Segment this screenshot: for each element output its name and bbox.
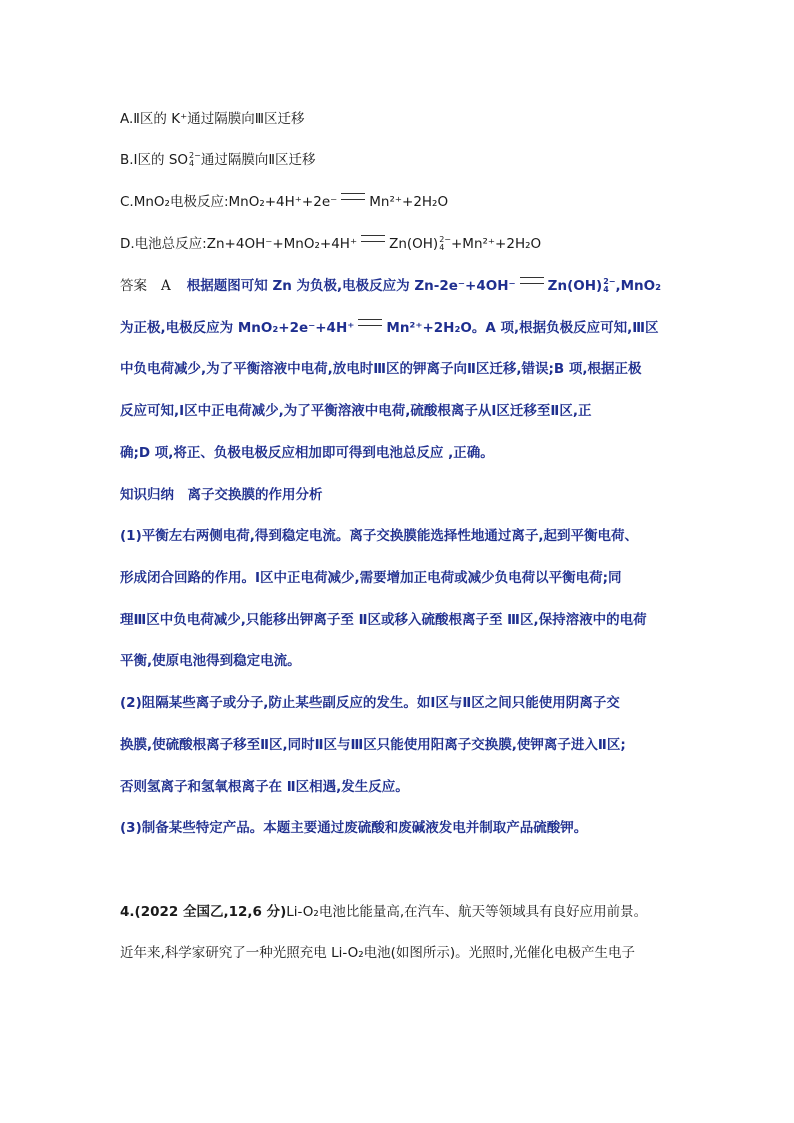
option-a: A.Ⅱ区的 K⁺通过隔膜向Ⅲ区迁移 [120, 111, 305, 127]
question-4-text: Li-O₂电池比能量高,在汽车、航天等领域具有良好应用前景。 [286, 904, 648, 920]
answer-line-4: 反应可知,Ⅰ区中正电荷减少,为了平衡溶液中电荷,硫酸根离子从Ⅰ区迁移至Ⅱ区,正 [120, 403, 592, 419]
answer-l1-post: ,MnO₂ [615, 278, 662, 294]
zincate-sup: 2− [439, 235, 451, 244]
answer-line-5: 确;D 项,将正、负极电极反应相加即可得到电池总反应 ,正确。 [120, 445, 494, 461]
option-c-text-pre: C.MnO₂电极反应:MnO₂+4H⁺+2e⁻ [120, 194, 338, 210]
knowledge-p1-l4: 平衡,使原电池得到稳定电流。 [120, 653, 301, 669]
knowledge-heading: 知识归纳 离子交换膜的作用分析 [120, 487, 323, 503]
equals-sign [358, 319, 382, 326]
knowledge-p1-l2: 形成闭合回路的作用。Ⅰ区中正电荷减少,需要增加正电荷或减少负电荷以平衡电荷;同 [120, 570, 622, 586]
answer-l2-post: Mn²⁺+2H₂O。A 项,根据负极反应可知,Ⅲ区 [386, 320, 659, 336]
zincate-sub: 4 [439, 243, 445, 252]
option-b-text-post: 通过隔膜向Ⅱ区迁移 [200, 152, 316, 168]
sulfate-charge [189, 152, 201, 168]
answer-tag: 答案 [120, 278, 147, 294]
option-d-text-pre: D.电池总反应:Zn+4OH⁻+MnO₂+4H⁺ [120, 236, 358, 252]
sulfate-sup: 2− [189, 151, 201, 160]
zincate-sup: 2− [603, 277, 616, 286]
zincate-sub: 4 [603, 285, 609, 294]
answer-l2-pre: 为正极,电极反应为 MnO₂+2e⁻+4H⁺ [120, 320, 355, 336]
option-b [120, 151, 680, 169]
equals-sign [520, 277, 544, 284]
zincate-charge-answer [603, 278, 615, 294]
knowledge-p1-l3: 理Ⅲ区中负电荷减少,只能移出钾离子至 Ⅱ区或移入硫酸根离子至 Ⅲ区,保持溶液中的电荷 [120, 612, 647, 628]
answer-line-3: 中负电荷减少,为了平衡溶液中电荷,放电时Ⅲ区的钾离子向Ⅱ区迁移,错误;B 项,根据正极 [120, 361, 642, 377]
option-c [120, 193, 680, 211]
option-d-text-post: +Mn²⁺+2H₂O [451, 236, 542, 252]
zincate-charge [439, 236, 451, 252]
question-4-line-1 [120, 903, 680, 921]
equals-sign [361, 235, 385, 242]
question-4-source: 4.(2022 全国乙,12,6 分) [120, 904, 287, 920]
answer-l1-pre: 根据题图可知 Zn 为负极,电极反应为 Zn-2e⁻+4OH⁻ [186, 278, 516, 294]
answer-line-1 [120, 277, 680, 295]
option-d-text-mid: Zn(OH) [389, 236, 439, 252]
knowledge-p1-l1: (1)平衡左右两侧电荷,得到稳定电流。离子交换膜能选择性地通过离子,起到平衡电荷、 [120, 528, 638, 544]
question-4-line-2: 近年来,科学家研究了一种光照充电 Li-O₂电池(如图所示)。光照时,光催化电极产生电子 [120, 945, 635, 961]
option-c-text-post: Mn²⁺+2H₂O [369, 194, 449, 210]
option-b-text-pre: B.Ⅰ区的 SO [120, 152, 189, 168]
knowledge-p2-l2: 换膜,使硫酸根离子移至Ⅱ区,同时Ⅱ区与Ⅲ区只能使用阳离子交换膜,使钾离子进入Ⅱ区; [120, 737, 626, 753]
knowledge-p3: (3)制备某些特定产品。本题主要通过废硫酸和废碱液发电并制取产品硫酸钾。 [120, 820, 588, 836]
knowledge-p2-l3: 否则氢离子和氢氧根离子在 Ⅱ区相遇,发生反应。 [120, 779, 409, 795]
answer-letter: A [161, 278, 171, 294]
knowledge-p2-l1: (2)阻隔某些离子或分子,防止某些副反应的发生。如Ⅰ区与Ⅱ区之间只能使用阴离子交 [120, 695, 620, 711]
sulfate-sub: 4 [189, 159, 195, 168]
option-d [120, 235, 680, 253]
equals-sign [341, 193, 365, 200]
answer-line-2 [120, 319, 680, 337]
answer-l1-mid: Zn(OH) [547, 278, 603, 294]
